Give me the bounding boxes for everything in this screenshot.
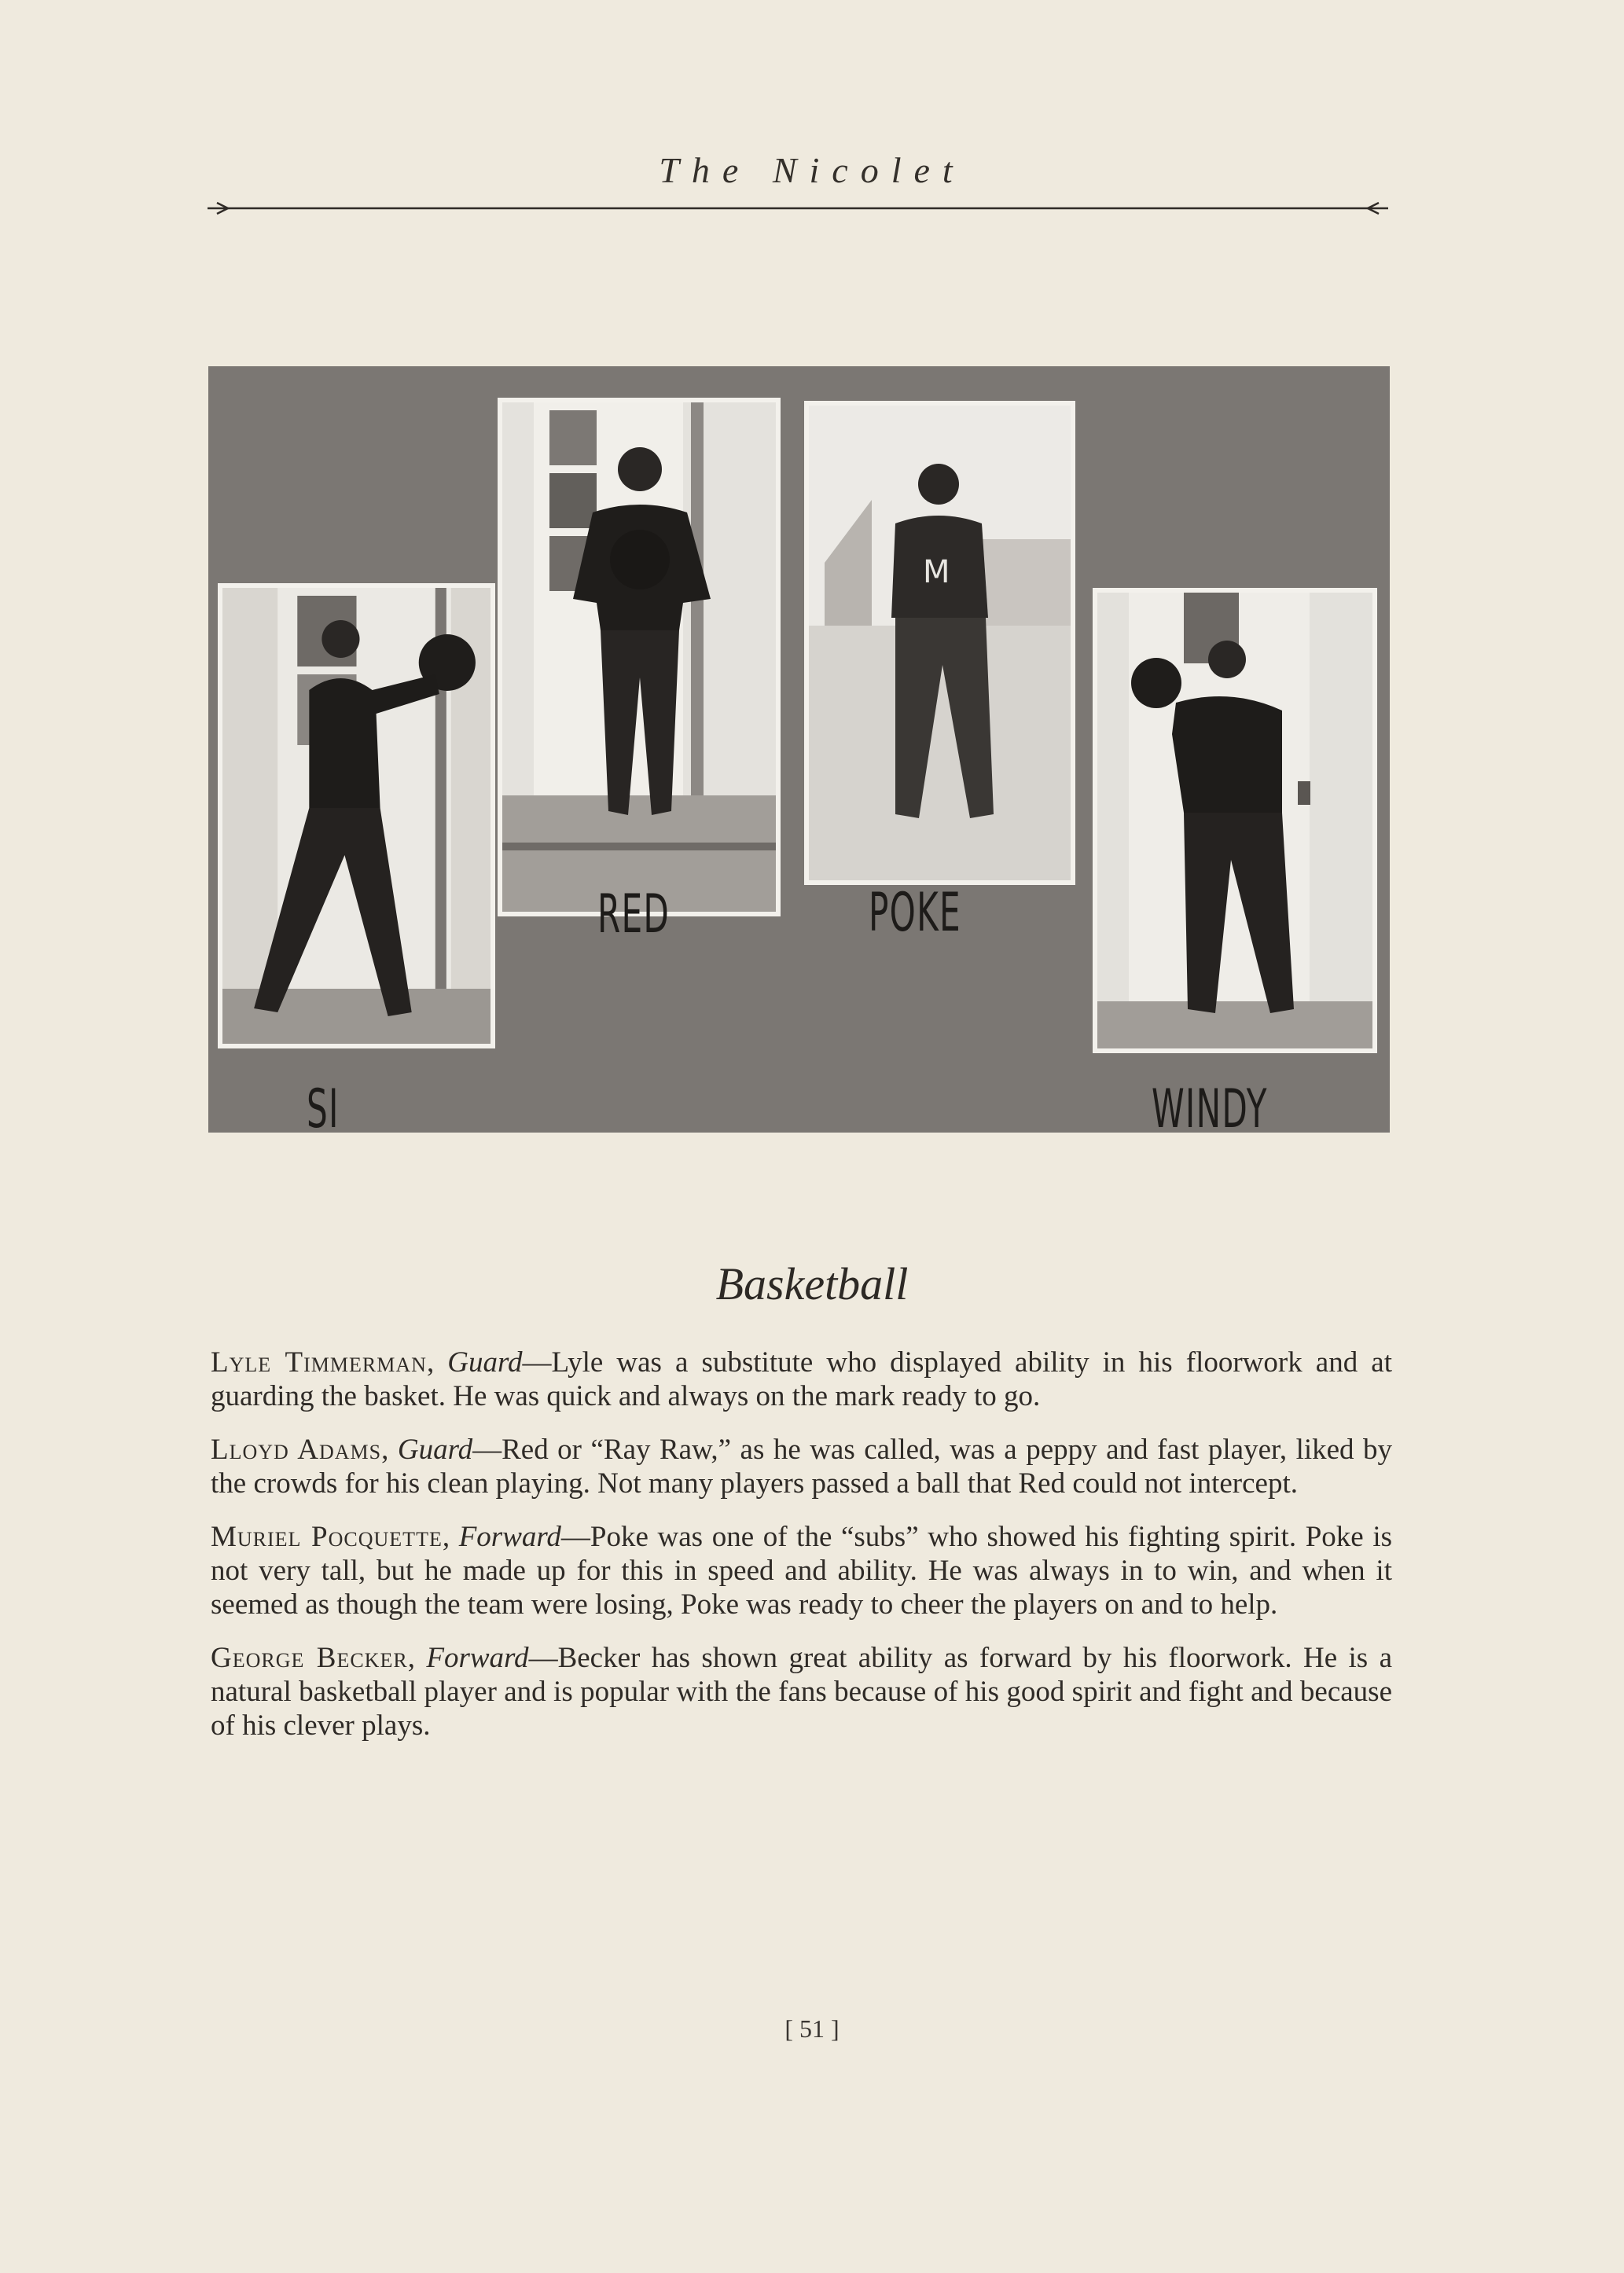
player-paragraph: Lyle Timmerman, Guard—Lyle was a substitute who displayed ability in his floorwork and at guarding the basket. He was quick and always on the mark ready to go. <box>211 1346 1392 1412</box>
photo-windy <box>1093 588 1377 1053</box>
photo-caption-si: SI <box>307 1078 340 1140</box>
player-name: Lyle Timmerman <box>211 1346 427 1379</box>
player-descriptions <box>211 1346 1392 1762</box>
player-position: Forward <box>458 1521 561 1553</box>
team-photo-plate <box>208 366 1390 1140</box>
player-photo-image <box>222 588 491 1044</box>
player-paragraph: Lloyd Adams, Guard—Red or “Ray Raw,” as he was called, was a peppy and fast player, liked by the crowds for his clean playing. Not many players passed a ball that Red could not intercept. <box>211 1434 1393 1500</box>
player-name: Lloyd Adams <box>211 1434 382 1466</box>
header-rule-ornament <box>206 196 1390 220</box>
player-position: Forward <box>426 1642 529 1674</box>
player-description: Poke was one of the “subs” who showed his fighting spirit. Poke is not very tall, but he made up for this in speed and ability. He was always in to win, and when it seemed as though the team were losing, Poke was ready to cheer the players on and to help. <box>211 1521 1392 1621</box>
photo-red <box>498 398 781 916</box>
player-paragraph: George Becker, Forward—Becker has shown great ability as forward by his floorwork. He is a natural basketball player and is popular with the fans because of his good spirit and fight and because of his clever plays. <box>211 1642 1393 1742</box>
page-number: [ 51 ] <box>784 2014 840 2043</box>
player-description: Red or “Ray Raw,” as he was called, was a peppy and fast player, liked by the crowds for his clean playing. Not many players passed a ball that Red could not intercept. <box>211 1434 1393 1500</box>
photo-poke <box>804 401 1075 885</box>
running-header-title: The Nicolet <box>659 150 965 190</box>
photo-caption-windy: WINDY <box>1152 1078 1268 1140</box>
photo-si <box>218 583 495 1048</box>
photo-caption-poke: POKE <box>869 882 961 944</box>
player-photo-image <box>809 406 1071 880</box>
player-position: Guard <box>447 1346 523 1379</box>
player-photo-image <box>502 402 776 912</box>
player-description: Lyle was a substitute who displayed ability in his floorwork and at guarding the basket. He was quick and always on the mark ready to go. <box>211 1346 1392 1412</box>
player-description: Becker has shown great ability as forward by his floorwork. He is a natural basketball player and is popular with the fans because of his good spirit and fight and because of his clever plays. <box>211 1642 1393 1742</box>
section-title: Basketball <box>715 1258 909 1309</box>
photo-caption-red: RED <box>597 883 671 946</box>
player-name: George Becker <box>211 1642 408 1674</box>
player-paragraph: Muriel Pocquette, Forward—Poke was one of the “subs” who showed his fighting spirit. Poke is not very tall, but he made up for this in speed and ability. He was always in to win, and when it seemed as though the team were losing, Poke was ready to cheer the players on and to help. <box>211 1521 1392 1621</box>
player-photo-image <box>1097 593 1372 1048</box>
player-position: Guard <box>397 1434 473 1466</box>
player-name: Muriel Pocquette <box>211 1521 443 1553</box>
svg-text:M: M <box>923 554 950 590</box>
